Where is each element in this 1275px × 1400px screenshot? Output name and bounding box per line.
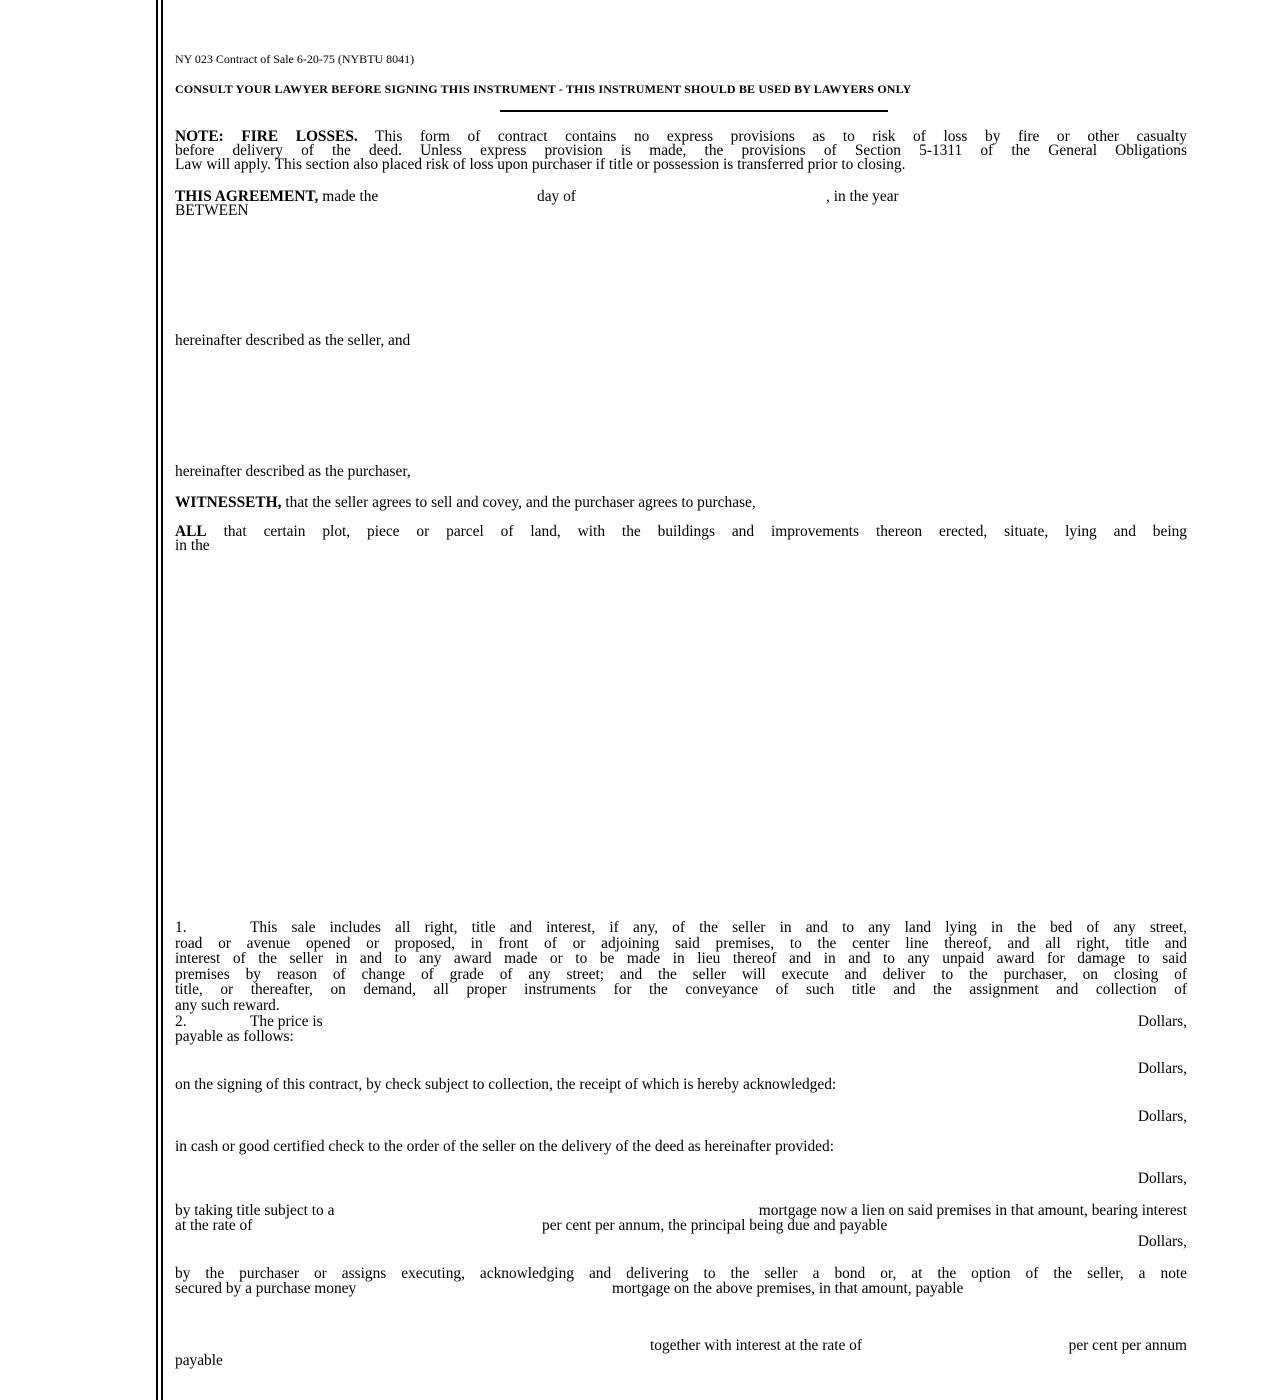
consult-notice: CONSULT YOUR LAWYER BEFORE SIGNING THIS INSTRUMENT - THIS INSTRUMENT SHOULD BE USED BY LAWYERS ONLY (175, 82, 912, 96)
note-line-3: Law will apply. This section also placed risk of loss upon purchaser if title or possession is transferred prior to closing. (175, 156, 906, 173)
per-cent-principal: per cent per annum, the principal being due and payable (542, 1217, 888, 1234)
together-with-interest: together with interest at the rate of (650, 1337, 862, 1354)
clause-2-number: 2. (175, 1013, 187, 1030)
all-line-2: in the (175, 537, 210, 554)
note-line-2: before delivery of the deed. Unless express provision is made, the provisions of Section 5-1311 of the General Obligations (175, 142, 1187, 159)
clause-1-line-1: This sale includes all right, title and interest, if any, of the seller in and to any land lying in the bed of any street, (250, 919, 1187, 936)
payable-as-follows: payable as follows: (175, 1028, 294, 1045)
payable: payable (175, 1352, 223, 1369)
seller-description: hereinafter described as the seller, and (175, 332, 411, 349)
clause-1-line-6: any such reward. (175, 996, 280, 1014)
clause-1-line-2: road or avenue opened or proposed, in front of or adjoining said premises, to the center line thereof, and all right, title and (175, 934, 1187, 952)
all-clause (175, 525, 1187, 553)
form-id: NY 023 Contract of Sale 6-20-75 (NYBTU 8041) (175, 52, 415, 66)
in-cash: in cash or good certified check to the order of the seller on the delivery of the deed as hereinafter provided: (175, 1138, 834, 1155)
header-rule (500, 110, 888, 112)
fire-losses-note (175, 130, 1187, 172)
purchase-money: secured by a purchase money (175, 1280, 357, 1297)
price-is: The price is (250, 1013, 323, 1030)
agreement-heading: THIS AGREEMENT, (175, 188, 319, 205)
subject-mortgage-lien: mortgage now a lien on said premises in that amount, bearing interest (758, 1202, 1187, 1219)
margin-rule-outer (156, 0, 158, 1400)
dollars-deposit: Dollars, (1137, 1060, 1187, 1077)
at-the-rate-of: at the rate of (175, 1217, 253, 1234)
purchaser-description: hereinafter described as the purchaser, (175, 463, 411, 480)
all-heading: ALL (175, 523, 207, 540)
subject-to-a: by taking title subject to a (175, 1202, 335, 1219)
note-line-1: This form of contract contains no express provisions as to risk of loss by fire or other casualty (375, 128, 1187, 145)
per-cent-per-annum: per cent per annum (1068, 1337, 1187, 1354)
between: BETWEEN (175, 202, 249, 219)
in-the-year: , in the year (826, 188, 899, 205)
clause-1-number: 1. (175, 919, 187, 936)
note-heading: NOTE: FIRE LOSSES. (175, 128, 358, 145)
dollars-purchase-money: Dollars, (1137, 1233, 1187, 1250)
bond-line-1: by the purchaser or assigns executing, acknowledging and delivering to the seller a bond or, at the option of the seller, a note (175, 1265, 1187, 1282)
dollars-price: Dollars, (1137, 1013, 1187, 1030)
day-of: day of (537, 188, 576, 205)
mortgage-above-premises: mortgage on the above premises, in that amount, payable (612, 1280, 964, 1297)
clause-1-line-5: title, or thereafter, on demand, all proper instruments for the conveyance of such title and the assignment and collection of (175, 981, 1187, 998)
dollars-existing-mortgage: Dollars, (1137, 1170, 1187, 1187)
on-signing: on the signing of this contract, by check subject to collection, the receipt of which is hereby acknowledged: (175, 1076, 837, 1093)
made-the: made the (322, 188, 379, 205)
witnesseth-text: that the seller agrees to sell and covey, and the purchaser agrees to purchase, (285, 494, 756, 511)
clause-1-line-4: premises by reason of change of grade of any street; and the seller will execute and deliver to the purchaser, on closing of (175, 965, 1187, 983)
witnesseth-line (175, 494, 756, 512)
witnesseth-heading: WITNESSETH, (175, 494, 282, 511)
all-line-1: that certain plot, piece or parcel of land, with the buildings and improvements thereon erected, situate, lying and being (223, 523, 1187, 540)
clause-1 (175, 920, 1187, 1013)
dollars-cash: Dollars, (1137, 1108, 1187, 1125)
margin-rule-inner (161, 0, 163, 1400)
clause-1-line-3: interest of the seller in and to any award made or to be made in lieu thereof and in and to any unpaid award for damage to said (175, 950, 1187, 967)
